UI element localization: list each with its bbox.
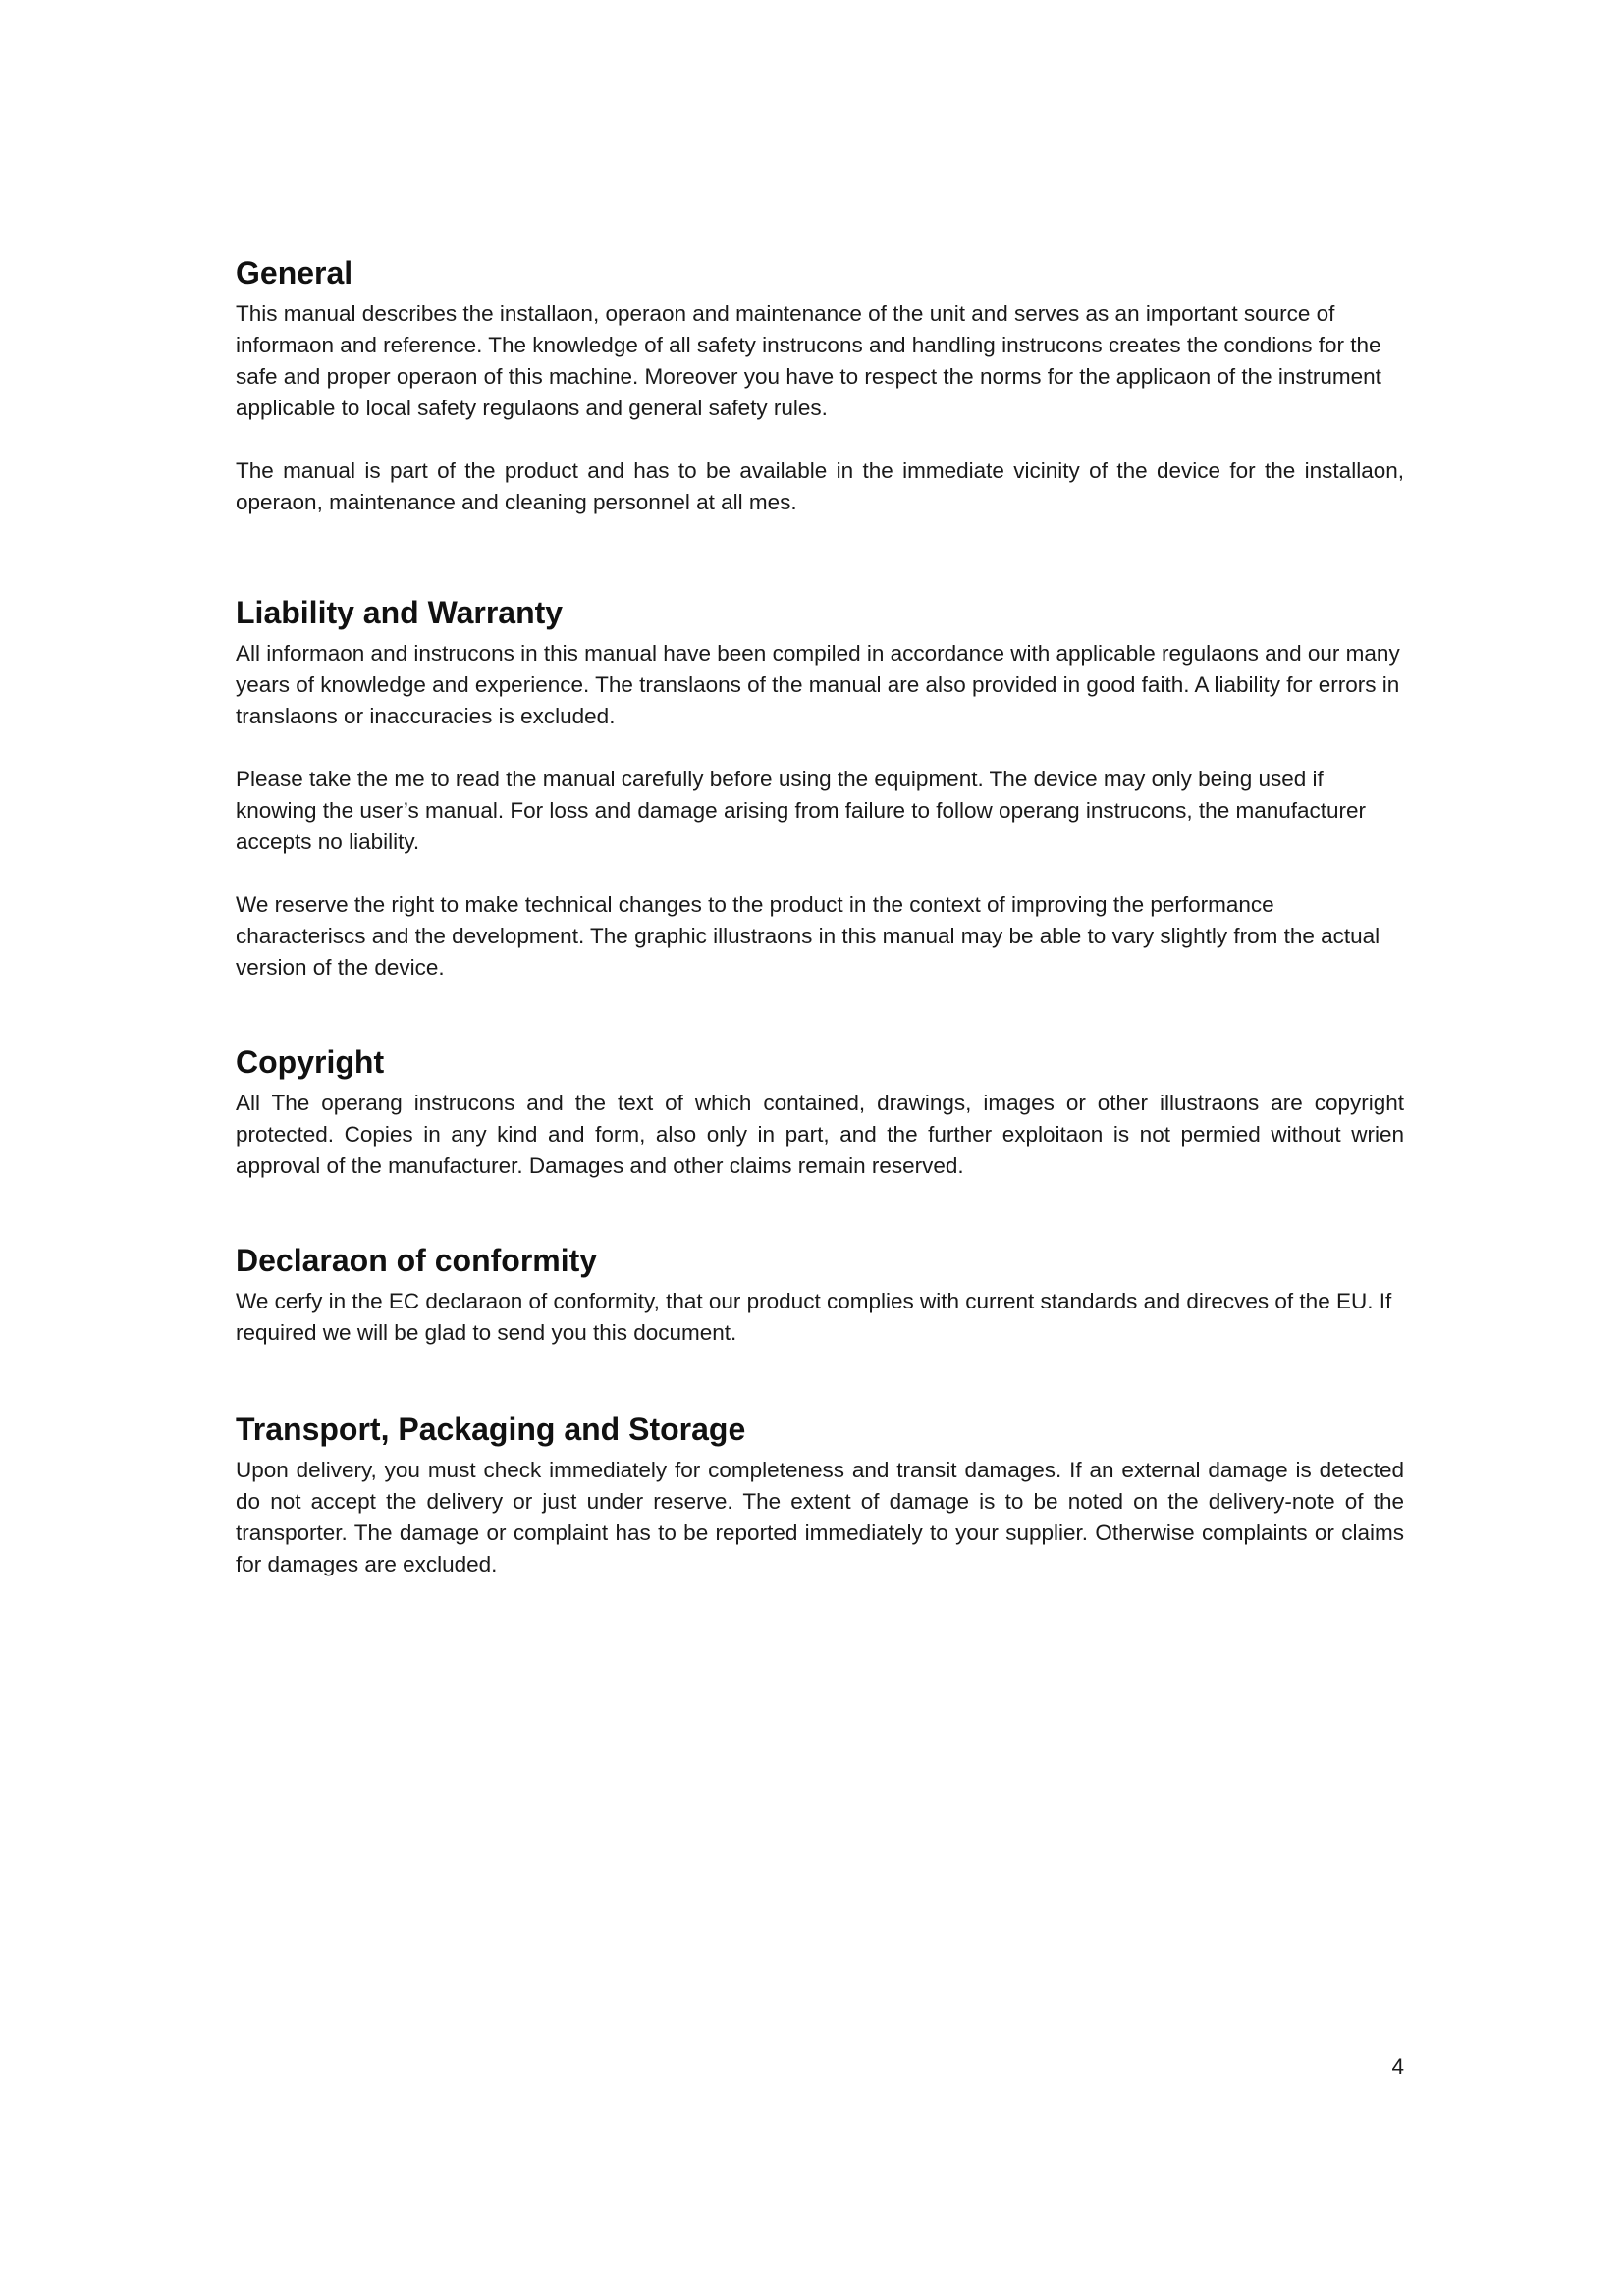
section-heading-general: General bbox=[236, 255, 353, 291]
section-general bbox=[236, 253, 1404, 518]
transport-paragraph-1: Upon delivery, you must check immediately for completeness and transit damages. If an external damage is detected do not accept the delivery or just under reserve. The extent of damage is to be noted on the delivery-note of the transporter. The damage or complaint has to be reported immediately to your supplier. Otherwise complaints or claims for damages are excluded. bbox=[236, 1458, 1404, 1576]
section-liability-warranty bbox=[236, 593, 1404, 984]
section-heading-copyright: Copyright bbox=[236, 1044, 385, 1080]
section-transport-packaging-storage bbox=[236, 1410, 1404, 1580]
liability-paragraph-3: We reserve the right to make technical changes to the product in the context of improving the performance characteriscs and the development. The graphic illustraons in this manual may be able to vary slightly from the actual version of the device. bbox=[236, 892, 1380, 980]
general-paragraph-1: This manual describes the installaon, operaon and maintenance of the unit and serves as an important source of informaon and reference. The knowledge of all safety instrucons and handling instrucons creates the condions for the safe and proper operaon of this machine. Moreover you have to respect the norms for the applicaon of the instrument applicable to local safety regulaons and general safety rules. bbox=[236, 301, 1381, 420]
section-copyright bbox=[236, 1042, 1404, 1182]
section-heading-liability: Liability and Warranty bbox=[236, 595, 564, 630]
section-heading-transport: Transport, Packaging and Storage bbox=[236, 1412, 746, 1447]
liability-paragraph-2: Please take the me to read the manual carefully before using the equipment. The device may only being used if knowing the user’s manual. For loss and damage arising from failure to follow operang instrucons, the manufacturer accepts no liability. bbox=[236, 767, 1367, 854]
section-heading-declaration: Declaraon of conformity bbox=[236, 1243, 598, 1278]
copyright-paragraph-1: All The operang instrucons and the text of which contained, drawings, images or other illustraons are copyright protected. Copies in any kind and form, also only in part, and the further exploitaon is not permied without wrien approval of the manufacturer. Damages and other claims remain reserved. bbox=[236, 1091, 1404, 1178]
page-number: 4 bbox=[1391, 2055, 1404, 2079]
page-content bbox=[236, 253, 1404, 1580]
liability-paragraph-1: All informaon and instrucons in this manual have been compiled in accordance with applicable regulaons and our many years of knowledge and experience. The translaons of the manual are also provided in good faith. A liability for errors in translaons or inaccuracies is excluded. bbox=[236, 641, 1400, 728]
section-declaration-of-conformity bbox=[236, 1241, 1404, 1349]
declaration-paragraph-1: We cerfy in the EC declaraon of conformity, that our product complies with current standards and direcves of the EU. If required we will be glad to send you this document. bbox=[236, 1289, 1392, 1345]
general-paragraph-2: The manual is part of the product and has to be available in the immediate vicinity of the device for the installaon, operaon, maintenance and cleaning personnel at all mes. bbox=[236, 458, 1404, 514]
